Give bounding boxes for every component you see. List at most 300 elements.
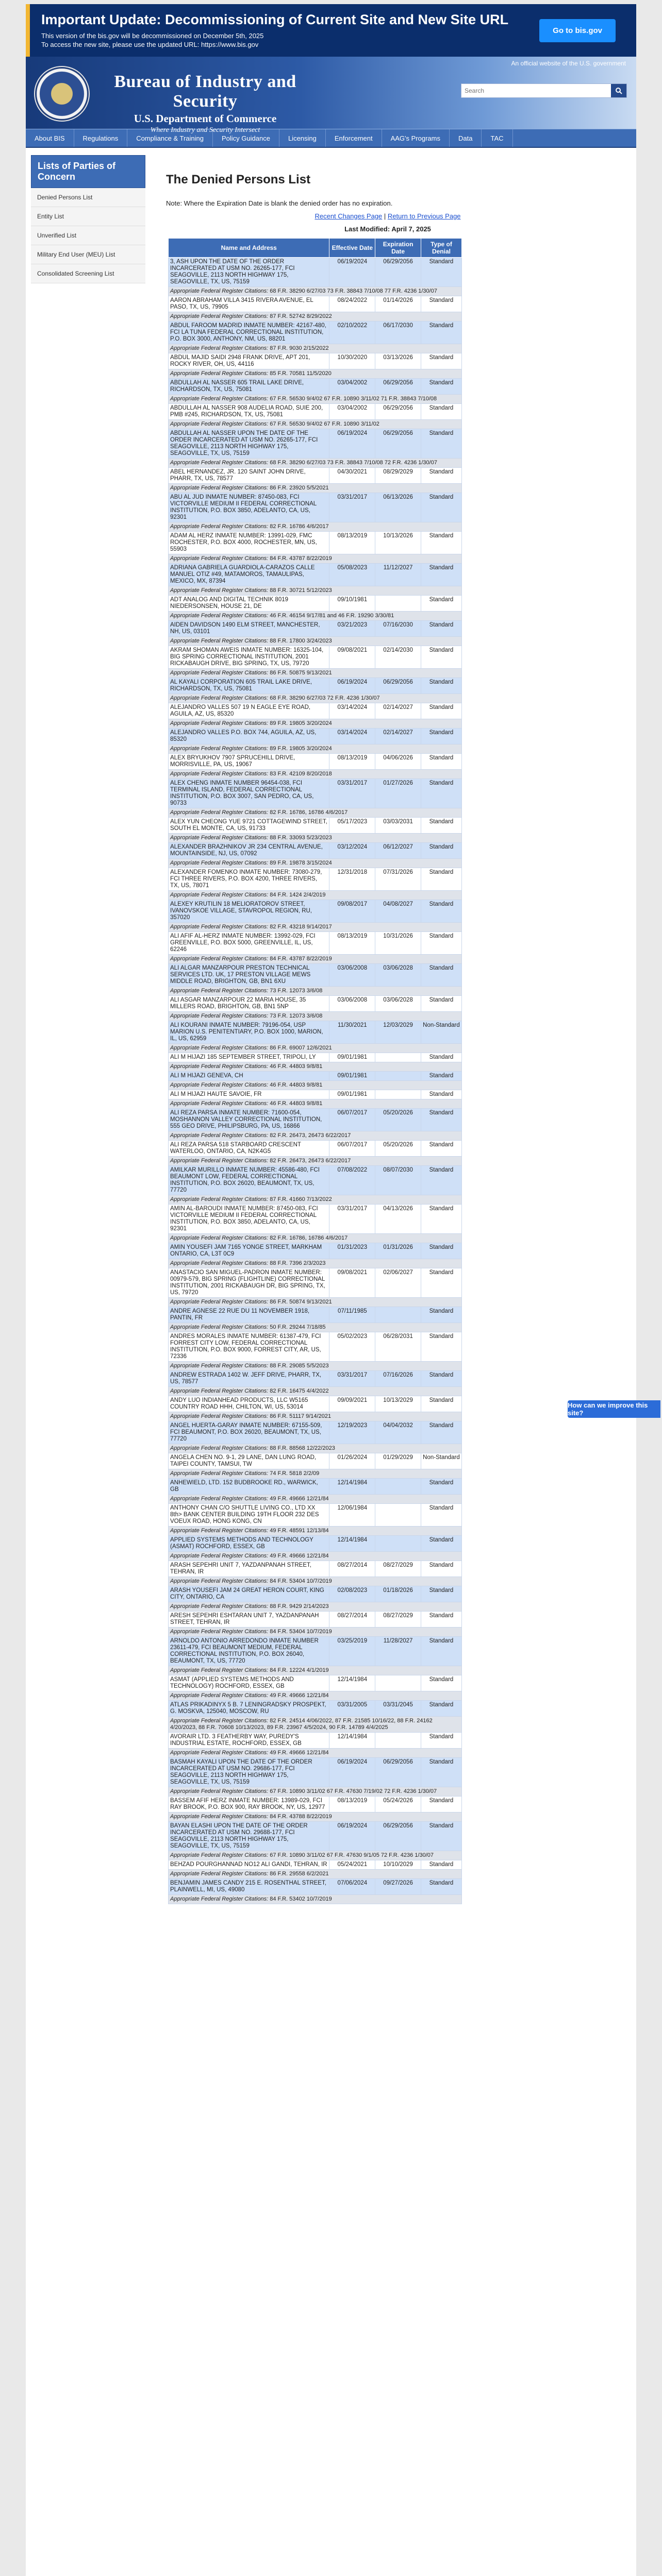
cell-effective-date: 03/31/2017 xyxy=(329,1205,375,1234)
sidebar-item-meu-list[interactable]: Military End User (MEU) List xyxy=(31,245,145,264)
citation-row xyxy=(169,1044,462,1053)
cell-name-address: ALI REZA PARSA INMATE NUMBER: 71600-054, MOSHANNON VALLEY CORRECTIONAL INSTITUTION, 555 GEO DRIVE, PHILIPSBURG, PA, US, 16866 xyxy=(169,1109,329,1131)
cell-expiration-date: 06/29/2056 xyxy=(375,1758,421,1787)
citation-text: 82 F.R. 16786 4/6/2017 xyxy=(270,523,329,530)
cell-expiration-date: 04/08/2027 xyxy=(375,900,421,923)
cell-type-of-denial: Standard xyxy=(421,1090,461,1099)
cell-effective-date: 12/14/1984 xyxy=(329,1675,375,1691)
citation-row xyxy=(169,1628,462,1637)
cell-expiration-date: 03/13/2026 xyxy=(375,353,421,369)
citation-cell xyxy=(169,287,462,296)
cell-type-of-denial: Standard xyxy=(421,1797,461,1812)
citation-label: Appropriate Federal Register Citations: xyxy=(170,638,269,644)
citation-cell xyxy=(169,1323,462,1332)
table-row xyxy=(169,754,462,770)
table-row xyxy=(169,646,462,669)
table-row xyxy=(169,1860,462,1870)
citation-label: Appropriate Federal Register Citations: xyxy=(170,956,269,962)
cell-type-of-denial: Standard xyxy=(421,1268,461,1298)
table-row xyxy=(169,964,462,987)
cell-expiration-date xyxy=(375,1733,421,1749)
table-row xyxy=(169,1797,462,1812)
cell-type-of-denial: Standard xyxy=(421,1479,461,1495)
citation-text: 83 F.R. 42109 8/20/2018 xyxy=(270,771,332,777)
table-row xyxy=(169,703,462,719)
cell-expiration-date: 05/20/2026 xyxy=(375,1109,421,1131)
table-row xyxy=(169,1536,462,1552)
citation-cell xyxy=(169,808,462,818)
citation-cell xyxy=(169,420,462,429)
citation-label: Appropriate Federal Register Citations: xyxy=(170,860,269,866)
citation-text: 82 F.R. 16786, 16786 4/6/2017 xyxy=(270,1235,348,1241)
cell-effective-date: 09/01/1981 xyxy=(329,1090,375,1099)
cell-effective-date: 03/31/2005 xyxy=(329,1701,375,1717)
cell-type-of-denial: Standard xyxy=(421,321,461,344)
citation-label: Appropriate Federal Register Citations: xyxy=(170,1814,269,1820)
cell-effective-date: 08/13/2019 xyxy=(329,1797,375,1812)
cell-expiration-date: 07/31/2026 xyxy=(375,868,421,891)
main-content xyxy=(166,157,609,1904)
citation-text: 89 F.R. 19805 3/20/2024 xyxy=(270,745,332,752)
citation-row xyxy=(169,1234,462,1243)
sidebar-item-unverified-list[interactable]: Unverified List xyxy=(31,226,145,245)
citation-label: Appropriate Federal Register Citations: xyxy=(170,1871,269,1877)
cell-name-address: ABEL HERNANDEZ, JR. 120 SAINT JOHN DRIVE, PHARR, TX, US, 78577 xyxy=(169,468,329,484)
cell-effective-date: 12/14/1984 xyxy=(329,1536,375,1552)
citation-text: 68 F.R. 38290 6/27/03 73 F.R. 38843 7/10/08 77 F.R. 4236 1/30/07 xyxy=(270,288,437,294)
table-row xyxy=(169,996,462,1012)
citation-row xyxy=(169,1081,462,1090)
site-title-dept: U.S. Department of Commerce xyxy=(134,112,277,125)
cell-name-address: ABDULLAH AL NASSER UPON THE DATE OF THE ORDER INCARCERATED AT USM NO. 26265-177, FCI SEAGOVILLE, 2113 NORTH HIGHWAY 175, SEAGOVILLE, TX, US, 75159 xyxy=(169,429,329,459)
feedback-button[interactable]: How can we improve this site? xyxy=(568,1400,660,1418)
citation-label: Appropriate Federal Register Citations: xyxy=(170,1667,269,1673)
table-row xyxy=(169,1307,462,1323)
citation-row xyxy=(169,1577,462,1586)
cell-name-address: BENJAMIN JAMES CANDY 215 E. ROSENTHAL STREET, PLAINWELL, MI, US, 49080 xyxy=(169,1879,329,1895)
citation-row xyxy=(169,719,462,728)
cell-expiration-date: 06/29/2056 xyxy=(375,258,421,287)
citation-label: Appropriate Federal Register Citations: xyxy=(170,1363,269,1369)
citation-label: Appropriate Federal Register Citations: xyxy=(170,485,269,491)
department-seal-icon[interactable] xyxy=(34,66,90,122)
citation-label: Appropriate Federal Register Citations: xyxy=(170,1158,269,1164)
sidebar-item-consolidated-screening[interactable]: Consolidated Screening List xyxy=(31,264,145,283)
citation-text: 49 F.R. 49666 12/21/84 xyxy=(270,1692,329,1699)
citation-row xyxy=(169,522,462,532)
cell-type-of-denial: Standard xyxy=(421,1332,461,1362)
decommission-banner xyxy=(26,4,636,57)
cell-effective-date: 06/19/2024 xyxy=(329,429,375,459)
cell-name-address: ANTHONY CHAN C/O SHUTTLE LIVING CO., LTD XX 8th> BANK CENTER BUILDING 19TH FLOOR 232 DES VOEUX ROAD, HONG KONG, CN xyxy=(169,1504,329,1527)
citation-text: 73 F.R. 12073 3/6/08 xyxy=(270,988,323,994)
citation-text: 86 F.R. 50875 9/13/2021 xyxy=(270,670,332,676)
cell-type-of-denial: Standard xyxy=(421,1072,461,1081)
cell-type-of-denial: Standard xyxy=(421,1879,461,1895)
nav-compliance[interactable]: Compliance & Training xyxy=(127,129,213,147)
citation-row xyxy=(169,669,462,678)
citation-text: 49 F.R. 49666 12/21/84 xyxy=(270,1553,329,1559)
cell-expiration-date: 08/29/2029 xyxy=(375,468,421,484)
table-row xyxy=(169,728,462,744)
recent-changes-link[interactable]: Recent Changes Page xyxy=(315,212,383,220)
cell-name-address: ALI ALGAR MANZARPOUR PRESTON TECHNICAL SERVICES LTD. UK, 17 PRESTON VILLAGE MEWS MIDDLE ROAD, BRIGHTON, GB, BN1 6XU xyxy=(169,964,329,987)
nav-enforcement[interactable]: Enforcement xyxy=(326,129,382,147)
citation-cell xyxy=(169,1259,462,1268)
cell-effective-date: 01/26/2024 xyxy=(329,1453,375,1469)
citation-cell xyxy=(169,312,462,321)
cell-expiration-date: 10/13/2029 xyxy=(375,1396,421,1412)
cell-expiration-date: 01/31/2026 xyxy=(375,1243,421,1259)
citation-label: Appropriate Federal Register Citations: xyxy=(170,1196,269,1202)
citation-text: 46 F.R. 46154 9/17/81 and 46 F.R. 19290 3/30/81 xyxy=(270,613,394,619)
cell-effective-date: 07/06/2024 xyxy=(329,1879,375,1895)
cell-expiration-date: 02/06/2027 xyxy=(375,1268,421,1298)
citation-row xyxy=(169,1387,462,1396)
citation-text: 84 F.R. 43787 8/22/2019 xyxy=(270,956,332,962)
citation-label: Appropriate Federal Register Citations: xyxy=(170,313,269,319)
citation-row xyxy=(169,770,462,779)
citation-text: 84 F.R. 53404 10/7/2019 xyxy=(270,1578,332,1584)
cell-effective-date: 09/10/1981 xyxy=(329,596,375,612)
citation-text: 87 F.R. 9030 2/15/2022 xyxy=(270,345,329,351)
site-title[interactable] xyxy=(107,72,303,134)
cell-effective-date: 09/08/2021 xyxy=(329,646,375,669)
cell-expiration-date: 06/29/2056 xyxy=(375,678,421,694)
cell-expiration-date: 10/31/2026 xyxy=(375,932,421,955)
cell-expiration-date: 06/29/2056 xyxy=(375,429,421,459)
nav-about[interactable]: About BIS xyxy=(26,129,74,147)
cell-name-address: ARASH YOUSEFI JAM 24 GREAT HERON COURT, KING CITY, ONTARIO, CA xyxy=(169,1586,329,1602)
citation-cell xyxy=(169,834,462,843)
cell-type-of-denial: Standard xyxy=(421,646,461,669)
citation-cell xyxy=(169,891,462,900)
cell-effective-date: 08/13/2019 xyxy=(329,932,375,955)
citation-label: Appropriate Federal Register Citations: xyxy=(170,720,269,726)
cell-expiration-date xyxy=(375,1090,421,1099)
citation-cell xyxy=(169,1298,462,1307)
citation-cell xyxy=(169,1044,462,1053)
cell-expiration-date: 11/12/2027 xyxy=(375,564,421,586)
search-icon[interactable] xyxy=(611,84,626,97)
table-row xyxy=(169,404,462,420)
cell-type-of-denial: Standard xyxy=(421,728,461,744)
citation-label: Appropriate Federal Register Citations: xyxy=(170,421,269,427)
citation-cell xyxy=(169,369,462,379)
citation-label: Appropriate Federal Register Citations: xyxy=(170,809,269,816)
cell-type-of-denial: Standard xyxy=(421,379,461,395)
cell-effective-date: 06/19/2024 xyxy=(329,1758,375,1787)
table-row xyxy=(169,296,462,312)
nav-aag[interactable]: AAG's Programs xyxy=(382,129,450,147)
citation-text: 84 F.R. 53402 10/7/2019 xyxy=(270,1896,332,1902)
cell-effective-date: 06/19/2024 xyxy=(329,258,375,287)
citation-text: 87 F.R. 41660 7/13/2022 xyxy=(270,1196,332,1202)
citation-row xyxy=(169,1602,462,1612)
cell-name-address: ABU AL JUD INMATE NUMBER: 87450-083, FCI VICTORVILLE MEDIUM II FEDERAL CORRECTIONAL INSTITUTION, P.O. BOX 3850, ADELANTO, CA, US, 92301 xyxy=(169,493,329,522)
page-title: The Denied Persons List xyxy=(166,173,311,187)
cell-name-address: ANDREW ESTRADA 1402 W. JEFF DRIVE, PHARR, TX, US, 78577 xyxy=(169,1371,329,1387)
citation-row xyxy=(169,344,462,353)
cell-effective-date: 08/13/2019 xyxy=(329,754,375,770)
citation-label: Appropriate Federal Register Citations: xyxy=(170,892,269,898)
cell-expiration-date xyxy=(375,1072,421,1081)
citation-cell xyxy=(169,1099,462,1109)
cell-effective-date: 08/27/2014 xyxy=(329,1612,375,1628)
cell-effective-date: 05/17/2023 xyxy=(329,818,375,834)
citation-row xyxy=(169,1131,462,1141)
cell-expiration-date: 06/12/2027 xyxy=(375,843,421,859)
citation-text: 67 F.R. 10890 3/11/02 67 F.R. 47630 9/1/05 72 F.R. 4236 1/30/07 xyxy=(270,1852,434,1858)
citation-text: 84 F.R. 43788 8/22/2019 xyxy=(270,1814,332,1820)
citation-row xyxy=(169,484,462,493)
cell-type-of-denial: Standard xyxy=(421,1141,461,1157)
cell-name-address: ASMAT (APPLIED SYSTEMS METHODS AND TECHNOLOGY) ROCHFORD, ESSEX, GB xyxy=(169,1675,329,1691)
table-row xyxy=(169,1504,462,1527)
citation-cell xyxy=(169,344,462,353)
cell-name-address: ALI KOURANI INMATE NUMBER: 79196-054, USP MARION U.S. PENITENTIARY, P.O. BOX 1000, MARION, IL, US, 62959 xyxy=(169,1021,329,1044)
citation-label: Appropriate Federal Register Citations: xyxy=(170,670,269,676)
cell-expiration-date: 01/29/2029 xyxy=(375,1453,421,1469)
citation-text: 67 F.R. 56530 9/4/02 67 F.R. 10890 3/11/02 71 F.R. 38843 7/10/08 xyxy=(270,396,437,402)
cell-type-of-denial: Standard xyxy=(421,996,461,1012)
citation-row xyxy=(169,612,462,621)
cell-effective-date: 07/11/1985 xyxy=(329,1307,375,1323)
citation-row xyxy=(169,1099,462,1109)
table-row xyxy=(169,818,462,834)
nav-regulations[interactable]: Regulations xyxy=(74,129,128,147)
cell-name-address: ADAM AL HERZ INMATE NUMBER: 13991-029, FMC ROCHESTER, P.O. BOX 4000, ROCHESTER, MN, US, 55903 xyxy=(169,532,329,554)
cell-effective-date: 03/12/2024 xyxy=(329,843,375,859)
citation-label: Appropriate Federal Register Citations: xyxy=(170,1132,269,1139)
cell-type-of-denial: Standard xyxy=(421,296,461,312)
cell-expiration-date xyxy=(375,1536,421,1552)
citation-cell xyxy=(169,744,462,754)
cell-effective-date: 12/31/2018 xyxy=(329,868,375,891)
citation-text: 88 F.R. 30721 5/12/2023 xyxy=(270,587,332,594)
cell-effective-date: 01/31/2023 xyxy=(329,1243,375,1259)
cell-name-address: ATLAS PRIKADINYX 5 B. 7 LENINGRADSKY PROSPEKT, G. MOSKVA, 125040, MOSCOW, RU xyxy=(169,1701,329,1717)
cell-type-of-denial: Standard xyxy=(421,532,461,554)
citation-cell xyxy=(169,1195,462,1205)
cell-effective-date: 09/01/1981 xyxy=(329,1072,375,1081)
banner-line-1: This version of the bis.gov will be decommissioned on December 5th, 2025 xyxy=(41,31,264,40)
table-row xyxy=(169,379,462,395)
table-row xyxy=(169,932,462,955)
search-input[interactable] xyxy=(461,85,611,96)
citation-label: Appropriate Federal Register Citations: xyxy=(170,924,269,930)
citation-label: Appropriate Federal Register Citations: xyxy=(170,1013,269,1019)
citation-cell xyxy=(169,1362,462,1371)
citation-cell xyxy=(169,1812,462,1822)
citation-label: Appropriate Federal Register Citations: xyxy=(170,613,269,619)
header-name-address: Name and Address xyxy=(169,239,329,258)
citation-row xyxy=(169,1717,462,1733)
cell-effective-date: 10/30/2020 xyxy=(329,353,375,369)
citation-row xyxy=(169,1870,462,1879)
citation-label: Appropriate Federal Register Citations: xyxy=(170,587,269,594)
cell-type-of-denial: Standard xyxy=(421,1371,461,1387)
citation-text: 86 F.R. 69007 12/6/2021 xyxy=(270,1045,332,1051)
banner-text xyxy=(41,12,539,49)
site-title-main: Bureau of Industry and Security xyxy=(114,72,296,111)
sidebar-item-denied-persons[interactable]: Denied Persons List xyxy=(31,188,145,207)
citation-cell xyxy=(169,1469,462,1479)
cell-expiration-date: 04/13/2026 xyxy=(375,1205,421,1234)
cell-name-address: ALI AFIF AL-HERZ INMATE NUMBER: 13992-029, FCI GREENVILLE, P.O. BOX 5000, GREENVILLE, IL, US, 62246 xyxy=(169,932,329,955)
cell-type-of-denial: Standard xyxy=(421,1205,461,1234)
cell-effective-date: 11/30/2021 xyxy=(329,1021,375,1044)
citation-text: 88 F.R. 29085 5/5/2023 xyxy=(270,1363,329,1369)
cell-type-of-denial: Standard xyxy=(421,353,461,369)
citation-cell xyxy=(169,1131,462,1141)
citation-text: 82 F.R. 24514 4/06/2022, 87 F.R. 21585 10/16/22, 88 F.R. 24162 4/20/2023, 88 F.R. 70608 10/13/2023, 89 F.R. 23967 4/5/2024, 90 F.R. 14789 4/4/2025 xyxy=(170,1718,433,1731)
citation-row xyxy=(169,1552,462,1561)
cell-expiration-date xyxy=(375,1479,421,1495)
cell-effective-date: 08/27/2014 xyxy=(329,1561,375,1577)
cell-effective-date: 05/02/2023 xyxy=(329,1332,375,1362)
official-site-link[interactable]: An official website of the U.S. government xyxy=(511,60,626,67)
cell-effective-date: 03/14/2024 xyxy=(329,728,375,744)
cell-type-of-denial: Standard xyxy=(421,1243,461,1259)
cell-name-address: ALEXEY KRUTILIN 18 MELIORATOROV STREET, IVANOVSKOE VILLAGE, STAVROPOL REGION, RU, 357020 xyxy=(169,900,329,923)
site-tagline: Where Industry and Security Intersect xyxy=(150,126,260,134)
cell-expiration-date: 06/17/2030 xyxy=(375,321,421,344)
expiration-note: Note: Where the Expiration Date is blank the denied order has no expiration. xyxy=(166,199,393,207)
cell-expiration-date: 02/14/2030 xyxy=(375,646,421,669)
cell-expiration-date: 03/03/2031 xyxy=(375,818,421,834)
citation-text: 82 F.R. 43218 9/14/2017 xyxy=(270,924,332,930)
table-row xyxy=(169,843,462,859)
cell-name-address: ANHEWIELD, LTD. 152 BUDBROOKE RD., WARWICK, GB xyxy=(169,1479,329,1495)
go-to-bis-button[interactable]: Go to bis.gov xyxy=(539,19,616,42)
nav-policy[interactable]: Policy Guidance xyxy=(213,129,279,147)
cell-type-of-denial: Standard xyxy=(421,258,461,287)
citation-cell xyxy=(169,1749,462,1758)
table-body xyxy=(169,258,462,1904)
table-row xyxy=(169,493,462,522)
header-type-of-denial: Type of Denial xyxy=(421,239,461,258)
cell-type-of-denial: Standard xyxy=(421,1053,461,1062)
nav-tac[interactable]: TAC xyxy=(482,129,512,147)
cell-type-of-denial: Standard xyxy=(421,818,461,834)
citation-label: Appropriate Federal Register Citations: xyxy=(170,1100,269,1107)
previous-page-link[interactable]: Return to Previous Page xyxy=(387,212,461,220)
search-box xyxy=(461,83,627,98)
cell-type-of-denial: Standard xyxy=(421,1561,461,1577)
table-row xyxy=(169,1109,462,1131)
cell-name-address: ALEX CHENG INMATE NUMBER 96454-038, FCI TERMINAL ISLAND, FEDERAL CORRECTIONAL INSTITUTION, P.O. BOX 3007, SAN PEDRO, CA, US, 90733 xyxy=(169,779,329,808)
citation-label: Appropriate Federal Register Citations: xyxy=(170,1082,269,1088)
citation-cell xyxy=(169,1081,462,1090)
cell-expiration-date: 06/28/2031 xyxy=(375,1332,421,1362)
citation-row xyxy=(169,808,462,818)
cell-expiration-date: 05/20/2026 xyxy=(375,1141,421,1157)
citation-text: 46 F.R. 44803 9/8/81 xyxy=(270,1063,323,1070)
table-row xyxy=(169,1612,462,1628)
citation-row xyxy=(169,637,462,646)
table-row xyxy=(169,621,462,637)
cell-type-of-denial: Standard xyxy=(421,1536,461,1552)
cell-type-of-denial: Standard xyxy=(421,621,461,637)
citation-cell xyxy=(169,1234,462,1243)
sidebar-heading: Lists of Parties of Concern xyxy=(31,155,145,188)
cell-type-of-denial: Standard xyxy=(421,1109,461,1131)
citation-label: Appropriate Federal Register Citations: xyxy=(170,1470,269,1477)
cell-name-address: ALI M HIJAZI HAUTE SAVOIE, FR xyxy=(169,1090,329,1099)
cell-name-address: AIDEN DAVIDSON 1490 ELM STREET, MANCHESTER, NH, US, 03101 xyxy=(169,621,329,637)
citation-label: Appropriate Federal Register Citations: xyxy=(170,345,269,351)
cell-name-address: ADRIANA GABRIELA GUARDIOLA-CARAZOS CALLE MANUEL OTIZ #49, MATAMOROS, TAMAULIPAS, MEXICO, MX, 87394 xyxy=(169,564,329,586)
last-modified: Last Modified: April 7, 2025 xyxy=(344,225,431,233)
citation-cell xyxy=(169,1527,462,1536)
citation-label: Appropriate Federal Register Citations: xyxy=(170,745,269,752)
citation-label: Appropriate Federal Register Citations: xyxy=(170,370,269,377)
table-row xyxy=(169,1561,462,1577)
cell-type-of-denial: Standard xyxy=(421,779,461,808)
table-row xyxy=(169,1701,462,1717)
cell-type-of-denial: Standard xyxy=(421,1166,461,1195)
citation-label: Appropriate Federal Register Citations: xyxy=(170,771,269,777)
table-row xyxy=(169,596,462,612)
citation-text: 67 F.R. 56530 9/4/02 67 F.R. 10890 3/11/02 xyxy=(270,421,379,427)
nav-data[interactable]: Data xyxy=(450,129,482,147)
cell-type-of-denial: Non-Standard xyxy=(421,1021,461,1044)
cell-type-of-denial: Standard xyxy=(421,404,461,420)
citation-text: 46 F.R. 44803 9/8/81 xyxy=(270,1082,323,1088)
citation-cell xyxy=(169,1895,462,1904)
table-row xyxy=(169,900,462,923)
cell-name-address: APPLIED SYSTEMS METHODS AND TECHNOLOGY (ASMAT) ROCHFORD, ESSEX, GB xyxy=(169,1536,329,1552)
site-header xyxy=(26,57,636,134)
cell-effective-date: 03/31/2017 xyxy=(329,493,375,522)
cell-effective-date: 09/08/2017 xyxy=(329,900,375,923)
citation-row xyxy=(169,1666,462,1675)
table-row xyxy=(169,564,462,586)
cell-name-address: AMIN YOUSEFI JAM 7165 YONGE STREET, MARKHAM ONTARIO, CA, L3T 0C9 xyxy=(169,1243,329,1259)
citation-row xyxy=(169,891,462,900)
citation-row xyxy=(169,1298,462,1307)
citation-row xyxy=(169,1812,462,1822)
citation-label: Appropriate Federal Register Citations: xyxy=(170,1063,269,1070)
citation-cell xyxy=(169,1552,462,1561)
cell-type-of-denial: Standard xyxy=(421,596,461,612)
cell-effective-date: 03/04/2002 xyxy=(329,404,375,420)
citation-row xyxy=(169,1749,462,1758)
cell-expiration-date: 11/28/2027 xyxy=(375,1637,421,1666)
cell-name-address: ABDULLAH AL NASSER 908 AUDELIA ROAD, SUIE 200, PMB #245, RICHARDSON, TX, US, 75081 xyxy=(169,404,329,420)
cell-name-address: ANDRES MORALES INMATE NUMBER: 61387-479, FCI FORREST CITY LOW, FEDERAL CORRECTIONAL INSTITUTION, P.O. BOX 9000, FORREST CITY, AR, US, 72336 xyxy=(169,1332,329,1362)
citation-label: Appropriate Federal Register Citations: xyxy=(170,1388,269,1394)
citation-row xyxy=(169,369,462,379)
citation-cell xyxy=(169,1157,462,1166)
citation-cell xyxy=(169,1062,462,1072)
cell-effective-date: 03/25/2019 xyxy=(329,1637,375,1666)
nav-licensing[interactable]: Licensing xyxy=(279,129,326,147)
cell-name-address: ABDULLAH AL NASSER 605 TRAIL LAKE DRIVE, RICHARDSON, TX, US, 75081 xyxy=(169,379,329,395)
cell-type-of-denial: Standard xyxy=(421,1504,461,1527)
cell-expiration-date: 08/27/2029 xyxy=(375,1561,421,1577)
table-row xyxy=(169,1243,462,1259)
sidebar-item-entity-list[interactable]: Entity List xyxy=(31,207,145,226)
citation-row xyxy=(169,1444,462,1453)
citation-row xyxy=(169,554,462,564)
cell-type-of-denial: Standard xyxy=(421,1733,461,1749)
cell-effective-date: 03/06/2008 xyxy=(329,964,375,987)
citation-row xyxy=(169,459,462,468)
cell-type-of-denial: Standard xyxy=(421,843,461,859)
cell-effective-date: 12/14/1984 xyxy=(329,1733,375,1749)
